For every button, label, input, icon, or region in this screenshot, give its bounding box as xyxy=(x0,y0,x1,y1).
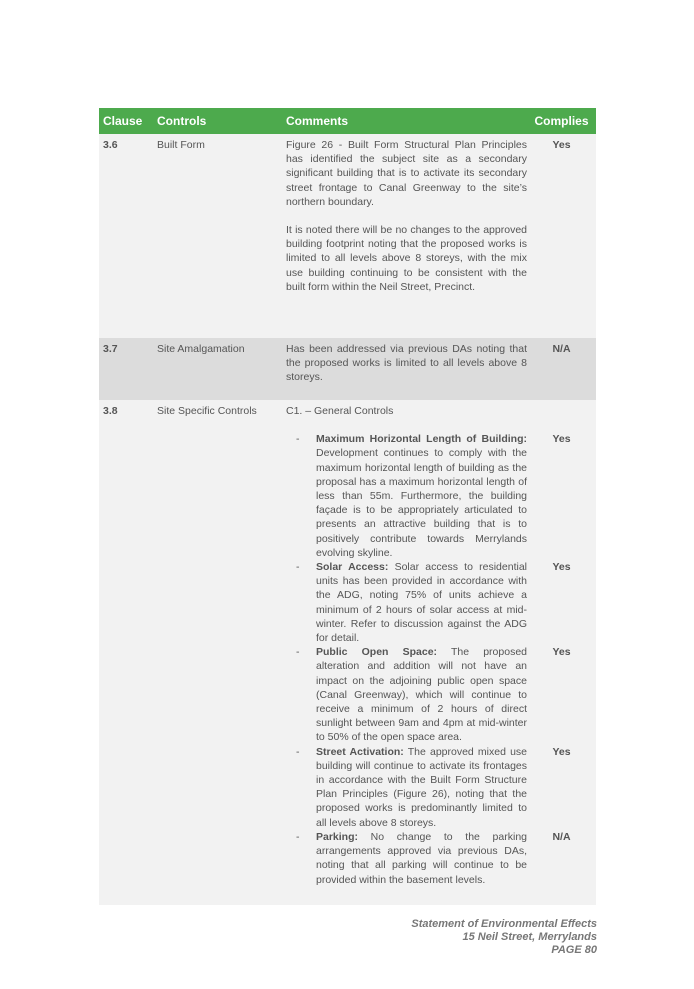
intro-complies-spacer xyxy=(527,404,596,418)
row-comment xyxy=(286,400,596,905)
footer-document-title: Statement of Environmental Effects xyxy=(411,918,597,930)
dash-bullet: - xyxy=(296,830,300,843)
item-complies: N/A xyxy=(552,830,571,843)
item-text: No change to the parking arrangements approved via previous DAs, noting that all parking will continue to be provided within the basement levels. xyxy=(316,830,527,886)
item-title: Public Open Space: xyxy=(316,646,438,659)
table-header xyxy=(99,108,596,134)
comment-paragraph: Has been addressed via previous DAs noting that the proposed works is limited to all levels above 8 storeys. xyxy=(286,343,527,384)
item-title: Solar Access: xyxy=(316,561,389,574)
item-text: The proposed alteration and addition will not have an impact on the adjoining public open space (Canal Greenway), which will continue to receive a minimum of 2 hours of direct sunlight between 9am and 4pm at mid-winter to 50% of the open space area. xyxy=(316,646,527,744)
dash-bullet: - xyxy=(296,433,300,446)
footer-address: 15 Neil Street, Merrylands xyxy=(462,931,597,943)
item-complies: Yes xyxy=(552,646,571,659)
list-item xyxy=(286,560,596,645)
list-item-text xyxy=(316,432,527,560)
item-complies: Yes xyxy=(552,561,571,574)
list-item-body xyxy=(286,560,527,645)
dash-bullet: - xyxy=(296,561,300,574)
row-comment xyxy=(286,134,527,338)
header-complies: Complies xyxy=(534,113,589,128)
header-controls: Controls xyxy=(157,113,207,128)
dash-bullet: - xyxy=(296,646,300,659)
footer-page-number: PAGE 80 xyxy=(551,944,597,956)
row-control: Built Form xyxy=(157,139,205,151)
list-item xyxy=(286,830,596,887)
item-text: The approved mixed use building will continue to activate its frontages in accordance with the Built Form Structure Plan Principles (Figure 26), noting that the proposed works is predominantly limited to all levels above 8 storeys. xyxy=(316,745,528,829)
page-footer xyxy=(411,918,597,957)
table-row xyxy=(99,400,596,905)
item-title: Parking: xyxy=(316,830,359,843)
row-complies: Yes xyxy=(552,139,571,151)
row-clause: 3.7 xyxy=(103,343,118,355)
intro-row xyxy=(286,404,596,418)
list-item-text xyxy=(316,830,527,887)
list-item-body xyxy=(286,645,527,744)
item-text: Solar access to residential units has been provided in accordance with the ADG, noting 75% of units achieve a minimum of 2 hours of solar access at mid-winter. Refer to discussion against the ADG for detail. xyxy=(316,561,527,645)
dash-bullet: - xyxy=(296,745,300,758)
intro-text: C1. – General Controls xyxy=(286,405,394,417)
item-complies: Yes xyxy=(552,745,571,758)
list-item xyxy=(286,645,596,744)
item-complies: Yes xyxy=(552,433,571,446)
list-item-body xyxy=(286,830,527,887)
header-clause: Clause xyxy=(103,113,143,128)
compliance-table xyxy=(99,108,596,905)
table-row xyxy=(99,134,596,338)
spacer xyxy=(286,418,596,432)
list-item xyxy=(286,432,596,560)
list-item-body xyxy=(286,745,527,830)
list-item-text xyxy=(316,745,527,830)
comment-paragraph: It is noted there will be no changes to the approved building footprint noting that the proposed works is limited to all levels above 8 storeys, with the mix use building continuing to be consistent with the built form within the Neil Street, Precinct. xyxy=(286,224,527,293)
header-comments: Comments xyxy=(286,113,349,128)
list-item xyxy=(286,745,596,830)
list-item-text xyxy=(316,645,527,744)
row-clause: 3.8 xyxy=(103,405,118,417)
comment-paragraph: Figure 26 - Built Form Structural Plan Principles has identified the subject site as a secondary significant building that is to activate its secondary street frontage to Canal Greenway to the site’s northern boundary. xyxy=(286,139,527,208)
list-item-body xyxy=(286,432,527,560)
row-control: Site Specific Controls xyxy=(157,405,257,417)
row-comment xyxy=(286,338,527,400)
item-title: Maximum Horizontal Length of Building: xyxy=(316,433,527,446)
list-item-text xyxy=(316,560,527,645)
item-title: Street Activation: xyxy=(316,745,404,758)
table-row xyxy=(99,338,596,400)
row-complies: N/A xyxy=(552,343,571,355)
row-clause: 3.6 xyxy=(103,139,118,151)
item-text: Development continues to comply with the maximum horizontal length of building as the proposal has a maximum horizontal length of less than 55m. Furthermore, the building façade is to be appropriately articulated to presents an attractive building that is to positively contribute towards Merrylands evolving skyline. xyxy=(316,447,527,559)
row-control: Site Amalgamation xyxy=(157,343,245,355)
